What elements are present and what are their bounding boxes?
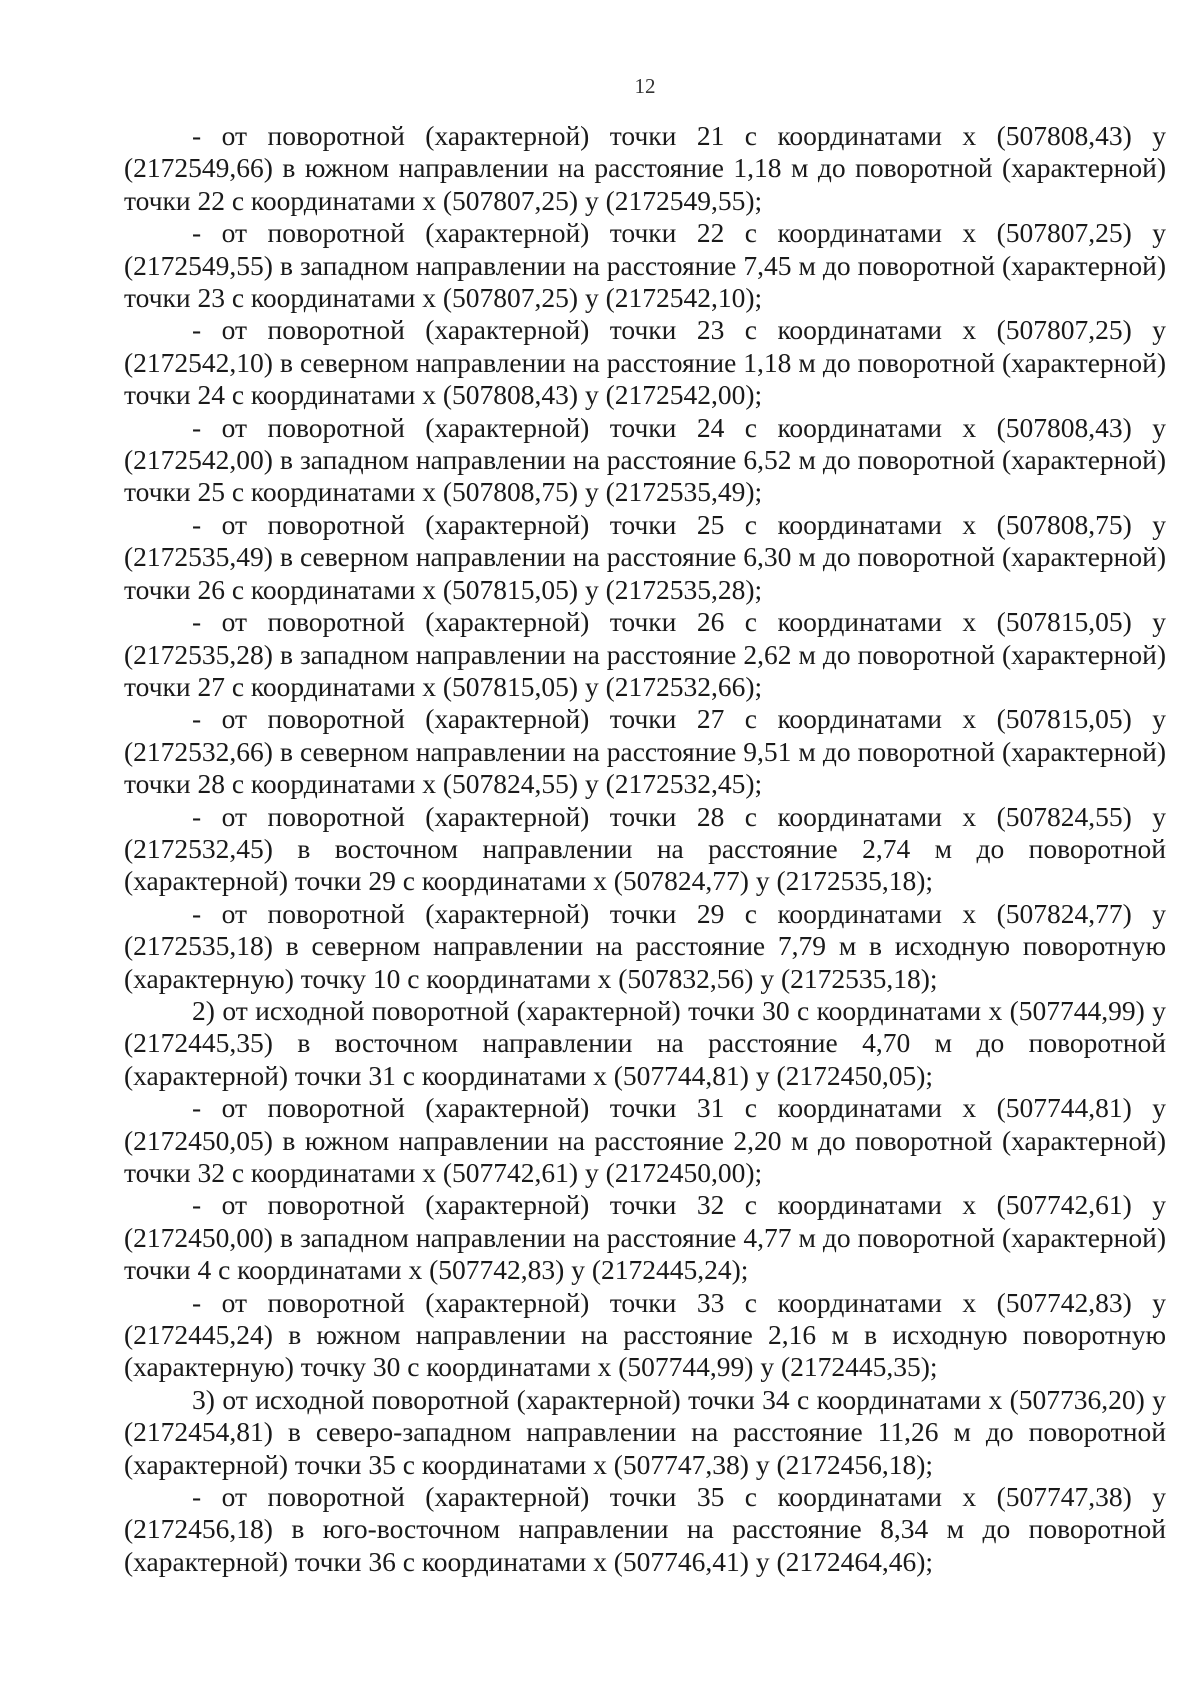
paragraph: - от поворотной (характерной) точки 29 с координатами х (507824,77) у (2172535,18) в северном направлении на расстояние 7,79 м в исходную поворотную (характерную) точку 10 с координатами х (507832,56) у (2172535,18); — [124, 897, 1166, 994]
document-body — [124, 120, 1166, 1578]
paragraph: - от поворотной (характерной) точки 27 с координатами х (507815,05) у (2172532,66) в северном направлении на расстояние 9,51 м до поворотной (характерной) точки 28 с координатами х (507824,55) у (2172532,45); — [124, 703, 1166, 800]
paragraph: - от поворотной (характерной) точки 23 с координатами х (507807,25) у (2172542,10) в северном направлении на расстояние 1,18 м до поворотной (характерной) точки 24 с координатами х (507808,43) у (2172542,00); — [124, 314, 1166, 411]
paragraph: - от поворотной (характерной) точки 35 с координатами х (507747,38) у (2172456,18) в юго-восточном направлении на расстояние 8,34 м до поворотной (характерной) точки 36 с координатами х (507746,41) у (2172464,46); — [124, 1481, 1166, 1577]
paragraph: - от поворотной (характерной) точки 21 с координатами х (507808,43) у (2172549,66) в южном направлении на расстояние 1,18 м до поворотной (характерной) точки 22 с координатами х (507807,25) у (2172549,55); — [124, 120, 1166, 216]
paragraph: - от поворотной (характерной) точки 32 с координатами х (507742,61) у (2172450,00) в западном направлении на расстояние 4,77 м до поворотной (характерной) точки 4 с координатами х (507742,83) у (2172445,24); — [124, 1189, 1166, 1286]
paragraph: - от поворотной (характерной) точки 28 с координатами х (507824,55) у (2172532,45) в восточном направлении на расстояние 2,74 м до поворотной (характерной) точки 29 с координатами х (507824,77) у (2172535,18); — [124, 800, 1166, 897]
paragraph: 3) от исходной поворотной (характерной) точки 34 с координатами х (507736,20) у (2172454,81) в северо-западном направлении на расстояние 11,26 м до поворотной (характерной) точки 35 с координатами х (507747,38) у (2172456,18); — [124, 1383, 1166, 1480]
paragraph: - от поворотной (характерной) точки 33 с координатами х (507742,83) у (2172445,24) в южном направлении на расстояние 2,16 м в исходную поворотную (характерную) точку 30 с координатами х (507744,99) у (2172445,35); — [124, 1286, 1166, 1383]
paragraph: 2) от исходной поворотной (характерной) точки 30 с координатами х (507744,99) у (2172445,35) в восточном направлении на расстояние 4,70 м до поворотной (характерной) точки 31 с координатами х (507744,81) у (2172450,05); — [124, 994, 1166, 1091]
paragraph: - от поворотной (характерной) точки 26 с координатами х (507815,05) у (2172535,28) в западном направлении на расстояние 2,62 м до поворотной (характерной) точки 27 с координатами х (507815,05) у (2172532,66); — [124, 606, 1166, 702]
paragraph: - от поворотной (характерной) точки 31 с координатами х (507744,81) у (2172450,05) в южном направлении на расстояние 2,20 м до поворотной (характерной) точки 32 с координатами х (507742,61) у (2172450,00); — [124, 1092, 1166, 1188]
paragraph: - от поворотной (характерной) точки 22 с координатами х (507807,25) у (2172549,55) в западном направлении на расстояние 7,45 м до поворотной (характерной) точки 23 с координатами х (507807,25) у (2172542,10); — [124, 217, 1166, 314]
page-number: 12 — [634, 74, 656, 98]
paragraph: - от поворотной (характерной) точки 24 с координатами х (507808,43) у (2172542,00) в западном направлении на расстояние 6,52 м до поворотной (характерной) точки 25 с координатами х (507808,75) у (2172535,49); — [124, 411, 1166, 508]
paragraph: - от поворотной (характерной) точки 25 с координатами х (507808,75) у (2172535,49) в северном направлении на расстояние 6,30 м до поворотной (характерной) точки 26 с координатами х (507815,05) у (2172535,28); — [124, 508, 1166, 605]
